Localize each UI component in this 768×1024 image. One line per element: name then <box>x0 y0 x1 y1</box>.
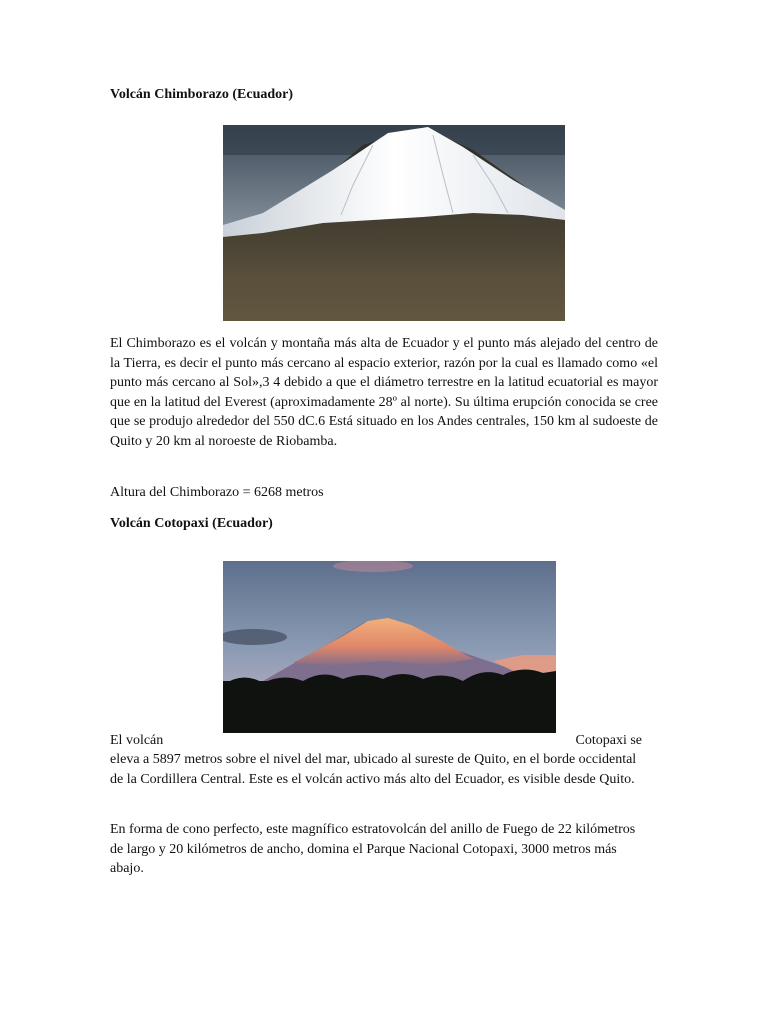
cotopaxi-inline-right: Cotopaxi se <box>575 733 642 748</box>
chimborazo-paragraph: El Chimborazo es el volcán y montaña más alta de Ecuador y el punto más alejado del centro de la Tierra, es decir el punto más cercano al espacio exterior, razón por la cual es llamado como «el punto más cercano al Sol»,3 4 debido a que el diámetro terrestre en la latitud ecuatorial es mayor que en la latitud del Everest (aproximadamente 28º al norte). Su última erupción conocida se cree que se produjo alrededor del 550 dC.6 Está situado en los Andes centrales, 150 km al sudoeste de Quito y 20 km al noroeste de Riobamba. <box>110 336 658 449</box>
cotopaxi-paragraph: eleva a 5897 metros sobre el nivel del mar, ubicado al sureste de Quito, en el borde occidental de la Cordillera Central. Este es el volcán activo más alto del Ecuador, es visible desde Quito. <box>110 752 637 787</box>
chimborazo-heading: Volcán Chimborazo (Ecuador) <box>110 87 294 102</box>
chimborazo-photo <box>223 125 565 321</box>
cotopaxi-heading: Volcán Cotopaxi (Ecuador) <box>110 516 273 531</box>
chimborazo-height: Altura del Chimborazo = 6268 metros <box>110 485 324 500</box>
cotopaxi-paragraph-2: En forma de cono perfecto, este magnífico estratovolcán del anillo de Fuego de 22 kilómetros de largo y 20 kilómetros de ancho, domina el Parque Nacional Cotopaxi, 3000 metros más abajo. <box>110 822 636 877</box>
cotopaxi-photo <box>223 561 556 733</box>
cotopaxi-inline-left: El volcán <box>110 733 164 748</box>
